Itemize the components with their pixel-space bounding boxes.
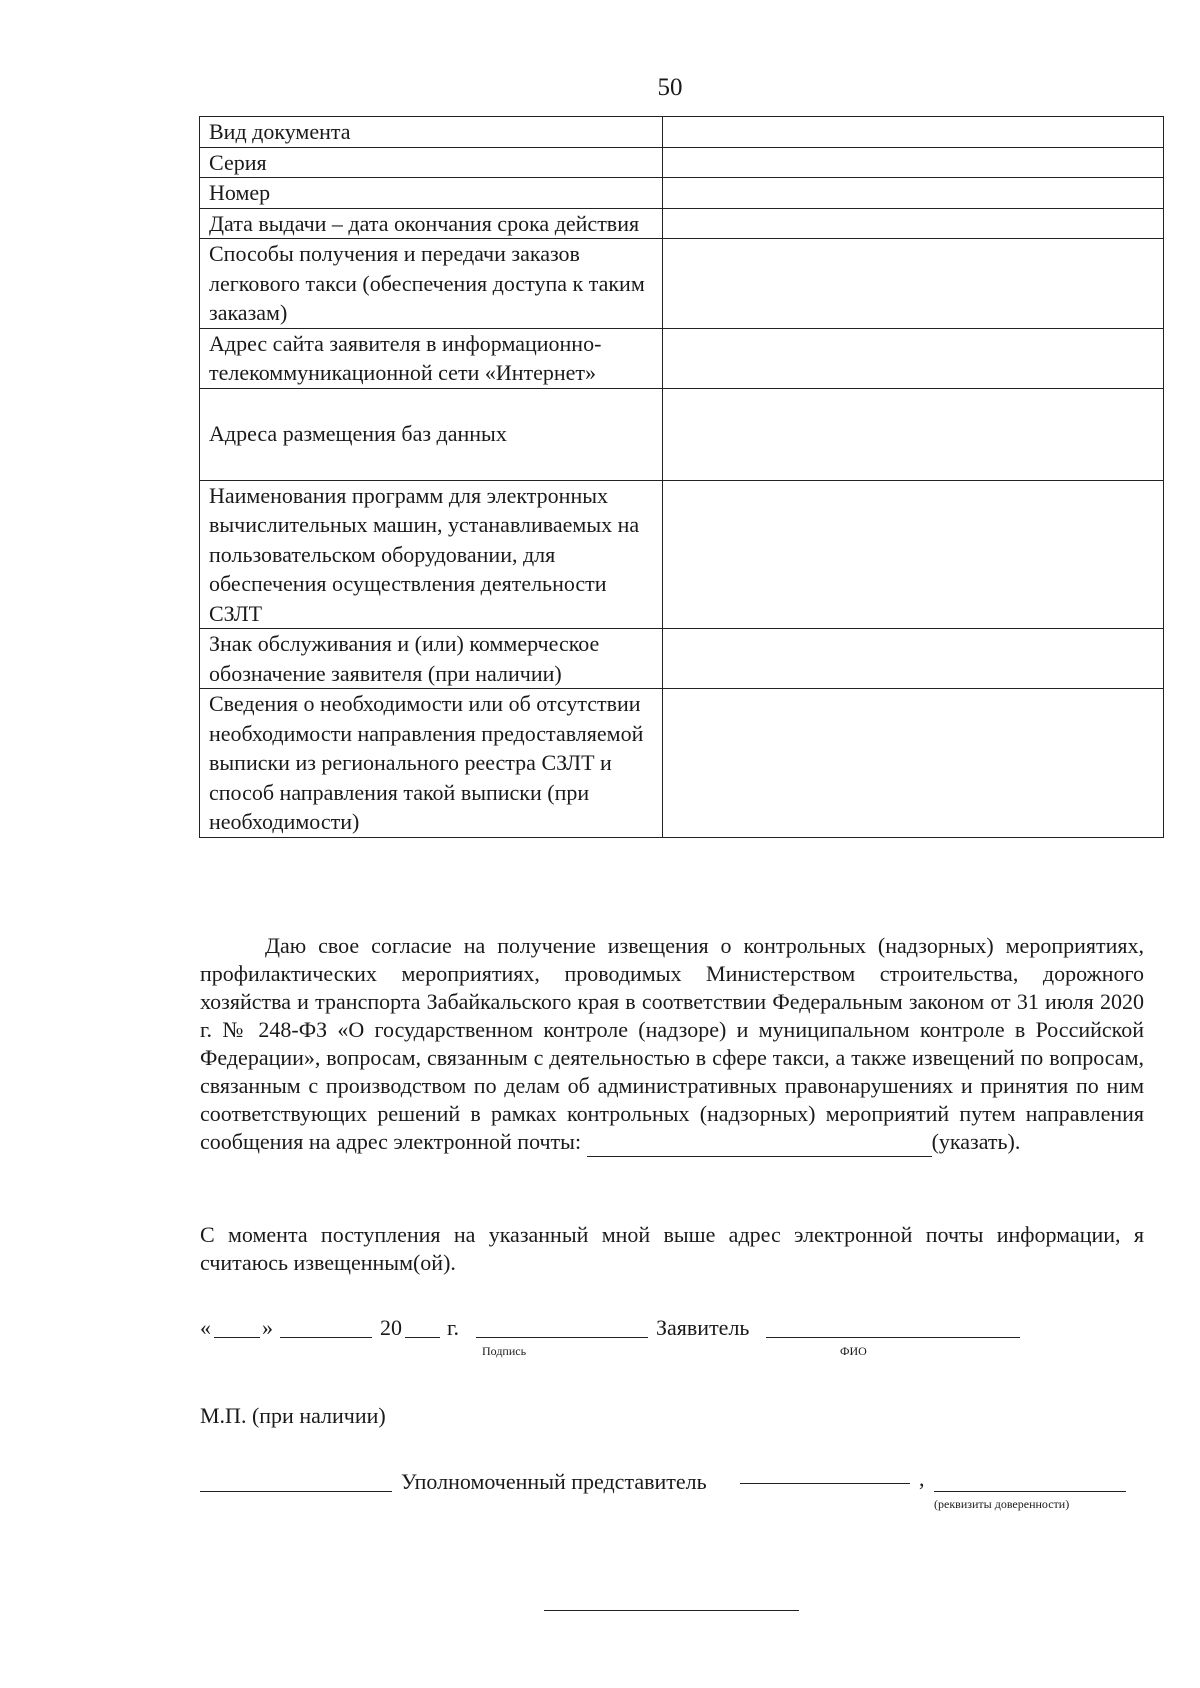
applicant-label: Заявитель <box>656 1315 750 1340</box>
row-label-number: Номер <box>200 178 663 209</box>
table-row <box>200 629 1164 689</box>
row-label-order-methods: Способы получения и передачи заказов легкового такси (обеспечения доступа к таким заказам) <box>200 239 663 329</box>
day-blank[interactable] <box>214 1337 260 1338</box>
row-value-series[interactable] <box>662 147 1163 178</box>
row-value-databases[interactable] <box>662 388 1163 480</box>
row-value-order-methods[interactable] <box>662 239 1163 329</box>
representative-label: Уполномоченный представитель <box>401 1469 707 1494</box>
row-value-number[interactable] <box>662 178 1163 209</box>
row-label-trademark: Знак обслуживания и (или) коммерческое обозначение заявителя (при наличии) <box>200 629 663 689</box>
row-label-series: Серия <box>200 147 663 178</box>
table-row <box>200 480 1164 629</box>
consent-suffix: (указать). <box>931 1129 1021 1154</box>
month-blank[interactable] <box>280 1337 372 1338</box>
table-row <box>200 239 1164 329</box>
row-value-software[interactable] <box>662 480 1163 629</box>
year-suffix: г. <box>447 1315 460 1340</box>
row-label-website: Адрес сайта заявителя в информационно-телекоммуникационной сети «Интернет» <box>200 328 663 388</box>
consent-paragraph <box>200 932 1144 1157</box>
representative-signature-blank[interactable] <box>200 1491 392 1492</box>
row-label-extract-delivery: Сведения о необходимости или об отсутствии необходимости направления предоставляемой выписки из регионального реестра СЗЛТ и способ направления такой выписки (при необходимости) <box>200 689 663 838</box>
year-blank[interactable] <box>405 1337 440 1338</box>
consent-text: Даю свое согласие на получение извещения о контрольных (надзорных) мероприятиях, профилактических мероприятиях, проводимых Министерством строительства, дорожного хозяйства и транспорта Забайкальского края в соответствии Федеральным законом от 31 июля 2020 г. № 248-ФЗ «О государственном контроле (надзоре) и муниципальном контроле в Российской Федерации», вопросам, связанным с деятельностью в сфере такси, а также извещений по вопросам, связанным с производством по делам об административных правонарушениях и принятия по ним соответствующих решений в рамках контрольных (надзорных) мероприятий путем направления сообщения на адрес электронной почты: <box>200 933 1144 1154</box>
representative-name-blank[interactable] <box>740 1483 910 1484</box>
row-value-website[interactable] <box>662 328 1163 388</box>
signature-caption: Подпись <box>482 1344 527 1358</box>
row-value-extract-delivery[interactable] <box>662 689 1163 838</box>
year-prefix: 20 <box>380 1315 402 1340</box>
applicant-name-blank[interactable] <box>766 1337 1020 1338</box>
table-row <box>200 117 1164 148</box>
table-row <box>200 328 1164 388</box>
row-label-document-type: Вид документа <box>200 117 663 148</box>
power-of-attorney-blank[interactable] <box>934 1491 1126 1492</box>
row-label-databases: Адреса размещения баз данных <box>200 388 663 480</box>
table-row <box>200 689 1164 838</box>
table-row <box>200 388 1164 480</box>
row-label-software: Наименования программ для электронных вычислительных машин, устанавливаемых на пользовательском оборудовании, для обеспечения осуществления деятельности СЗЛТ <box>200 480 663 629</box>
representative-comma: , <box>919 1466 925 1491</box>
date-close-quote: » <box>262 1315 273 1340</box>
email-input-line[interactable] <box>587 1128 932 1157</box>
signature-blank[interactable] <box>476 1337 648 1338</box>
row-value-issue-dates[interactable] <box>662 208 1163 239</box>
row-value-document-type[interactable] <box>662 117 1163 148</box>
page-number: 50 <box>657 74 683 101</box>
end-separator <box>544 1610 799 1611</box>
date-open-quote: « <box>200 1315 211 1340</box>
power-of-attorney-caption: (реквизиты доверенности) <box>934 1497 1070 1511</box>
table-row <box>200 178 1164 209</box>
row-value-trademark[interactable] <box>662 629 1163 689</box>
application-details-table <box>199 116 1164 838</box>
table-row <box>200 147 1164 178</box>
stamp-note: М.П. (при наличии) <box>200 1403 386 1428</box>
notice-paragraph: С момента поступления на указанный мной выше адрес электронной почты информации, я считаюсь извещенным(ой). <box>200 1222 1144 1275</box>
name-caption: ФИО <box>840 1344 867 1358</box>
table-row <box>200 208 1164 239</box>
row-label-issue-dates: Дата выдачи – дата окончания срока действия <box>200 208 663 239</box>
